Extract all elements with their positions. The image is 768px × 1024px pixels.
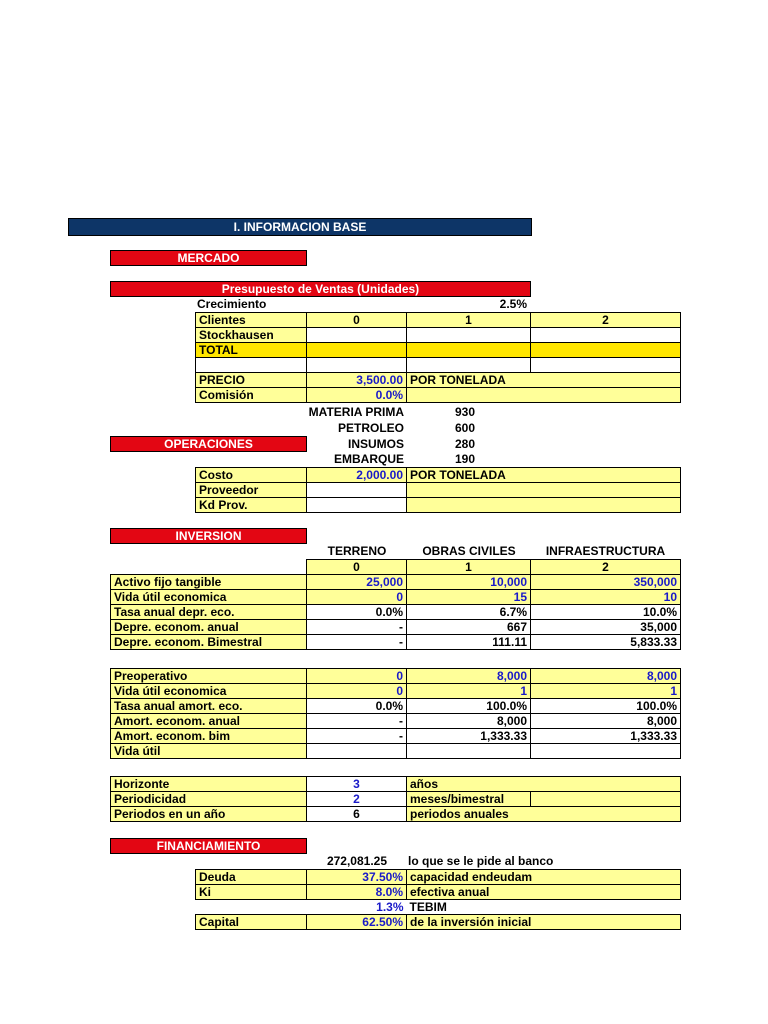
table-row xyxy=(196,373,681,388)
table-row xyxy=(111,729,681,744)
period-header: 2 xyxy=(531,560,681,575)
table-row xyxy=(196,358,681,373)
costo-unit: POR TONELADA xyxy=(407,468,681,483)
periodicidad-unit: meses/bimestral xyxy=(407,792,531,807)
deuda-value[interactable]: 37.50% xyxy=(307,870,407,885)
table-cell: 5,833.33 xyxy=(531,635,681,650)
table-row xyxy=(111,669,681,684)
table-cell: 667 xyxy=(407,620,531,635)
table-row xyxy=(111,620,681,635)
table-cell[interactable] xyxy=(407,744,531,759)
table-cell[interactable] xyxy=(531,328,681,343)
table-cell[interactable] xyxy=(307,358,407,373)
row-label: Vida útil economica xyxy=(111,684,307,699)
operaciones-table xyxy=(195,467,681,513)
horizonte-value[interactable]: 3 xyxy=(307,777,407,792)
table-row xyxy=(111,684,681,699)
table-row xyxy=(196,468,681,483)
table-row xyxy=(196,388,681,403)
table-row xyxy=(111,777,681,792)
table-row xyxy=(196,870,681,885)
table-cell: - xyxy=(307,635,407,650)
row-label: Amort. econom. bim xyxy=(111,729,307,744)
capital-value[interactable]: 62.50% xyxy=(307,915,407,930)
table-cell[interactable] xyxy=(307,343,407,358)
row-label: Periodicidad xyxy=(111,792,307,807)
table-cell[interactable]: 10,000 xyxy=(407,575,531,590)
table-cell: 35,000 xyxy=(531,620,681,635)
row-label: TOTAL xyxy=(196,343,307,358)
table-cell xyxy=(196,900,307,915)
inversion-header: INVERSION xyxy=(110,528,307,544)
precio-unit: POR TONELADA xyxy=(407,373,681,388)
table-row xyxy=(196,328,681,343)
capital-note: de la inversión inicial xyxy=(407,915,681,930)
row-label: Vida útil economica xyxy=(111,590,307,605)
column-header-terreno: TERRENO xyxy=(327,544,387,558)
financiamiento-note: lo que se le pide al banco xyxy=(408,854,554,868)
row-label: PRECIO xyxy=(196,373,307,388)
table-cell: 8,000 xyxy=(531,714,681,729)
table-cell: 1,333.33 xyxy=(531,729,681,744)
row-label: Horizonte xyxy=(111,777,307,792)
table-cell[interactable] xyxy=(307,498,407,513)
crecimiento-value[interactable]: 2.5% xyxy=(499,297,527,311)
table-cell[interactable] xyxy=(196,358,307,373)
table-row xyxy=(111,807,681,822)
crecimiento-label: Crecimiento xyxy=(197,297,267,311)
table-cell[interactable] xyxy=(307,744,407,759)
row-label: Proveedor xyxy=(196,483,307,498)
insumo-value[interactable]: 930 xyxy=(455,405,476,419)
table-cell: 0.0% xyxy=(307,605,407,620)
table-row xyxy=(196,885,681,900)
row-label: Depre. econom. anual xyxy=(111,620,307,635)
period-header: 2 xyxy=(531,313,681,328)
insumo-label: MATERIA PRIMA xyxy=(308,405,404,419)
table-cell: 100.0% xyxy=(407,699,531,714)
table-cell[interactable]: 8,000 xyxy=(531,669,681,684)
table-cell xyxy=(407,483,681,498)
table-cell: - xyxy=(307,620,407,635)
table-row xyxy=(111,792,681,807)
row-label: Vida útil xyxy=(111,744,307,759)
table-row xyxy=(196,343,681,358)
financiamiento-amount: 272,081.25 xyxy=(326,854,387,868)
table-cell: - xyxy=(307,729,407,744)
table-cell[interactable] xyxy=(307,328,407,343)
table-cell: 111.11 xyxy=(407,635,531,650)
table-row xyxy=(111,575,681,590)
tangible-table xyxy=(110,559,681,650)
row-label: Preoperativo xyxy=(111,669,307,684)
table-cell: 0.0% xyxy=(307,699,407,714)
periodicidad-value[interactable]: 2 xyxy=(307,792,407,807)
insumo-value[interactable]: 600 xyxy=(455,421,476,435)
period-header: 1 xyxy=(407,313,531,328)
financiamiento-table xyxy=(195,869,681,930)
table-cell[interactable] xyxy=(407,328,531,343)
table-cell[interactable] xyxy=(407,343,531,358)
table-cell[interactable]: 8,000 xyxy=(407,669,531,684)
row-label: Capital xyxy=(196,915,307,930)
row-label: Depre. econom. Bimestral xyxy=(111,635,307,650)
row-label: Ki xyxy=(196,885,307,900)
table-cell[interactable]: 1 xyxy=(531,684,681,699)
comision-value[interactable]: 0.0% xyxy=(307,388,407,403)
table-cell xyxy=(531,792,681,807)
table-cell[interactable] xyxy=(531,358,681,373)
period-header: 1 xyxy=(407,560,531,575)
table-cell[interactable]: 1 xyxy=(407,684,531,699)
table-row xyxy=(111,714,681,729)
table-row xyxy=(196,483,681,498)
table-cell: 10.0% xyxy=(531,605,681,620)
table-cell: 100.0% xyxy=(531,699,681,714)
table-cell[interactable]: 0 xyxy=(307,684,407,699)
operaciones-header: OPERACIONES xyxy=(110,436,307,452)
ki-note: efectiva anual xyxy=(407,885,681,900)
table-row xyxy=(196,313,681,328)
row-label: Periodos en un año xyxy=(111,807,307,822)
preoperativo-table xyxy=(110,668,681,759)
presupuesto-header: Presupuesto de Ventas (Unidades) xyxy=(110,281,531,297)
insumo-label: INSUMOS xyxy=(347,437,404,451)
row-label: Stockhausen xyxy=(196,328,307,343)
table-cell[interactable]: 10 xyxy=(531,590,681,605)
period-header: 0 xyxy=(307,313,407,328)
table-row xyxy=(196,915,681,930)
table-row xyxy=(111,590,681,605)
horizonte-unit: años xyxy=(407,777,681,792)
table-cell xyxy=(407,498,681,513)
costo-value[interactable]: 2,000.00 xyxy=(307,468,407,483)
table-cell[interactable]: 15 xyxy=(407,590,531,605)
table-cell: 8,000 xyxy=(407,714,531,729)
column-header-infra: INFRAESTRUCTURA xyxy=(545,544,666,558)
table-cell xyxy=(111,560,307,575)
deuda-note: capacidad endeudam xyxy=(407,870,681,885)
table-row xyxy=(111,605,681,620)
periodos-unit: periodos anuales xyxy=(407,807,681,822)
insumo-label: EMBARQUE xyxy=(333,452,404,466)
table-cell[interactable]: 0 xyxy=(307,669,407,684)
table-cell[interactable] xyxy=(531,744,681,759)
table-row xyxy=(196,900,681,915)
row-label: Costo xyxy=(196,468,307,483)
row-label: Tasa anual amort. eco. xyxy=(111,699,307,714)
table-cell xyxy=(407,388,681,403)
table-cell[interactable]: 350,000 xyxy=(531,575,681,590)
table-cell: 6.7% xyxy=(407,605,531,620)
mercado-header: MERCADO xyxy=(110,250,307,266)
table-cell[interactable]: 25,000 xyxy=(307,575,407,590)
table-row xyxy=(111,699,681,714)
horizonte-table xyxy=(110,776,681,822)
insumo-value[interactable]: 190 xyxy=(455,452,476,466)
section-title: I. INFORMACION BASE xyxy=(68,218,532,236)
tebim-value: 1.3% xyxy=(376,900,404,914)
tebim-label: TEBIM xyxy=(409,900,447,914)
financiamiento-header: FINANCIAMIENTO xyxy=(110,838,307,854)
row-label: Deuda xyxy=(196,870,307,885)
table-cell[interactable] xyxy=(531,343,681,358)
table-cell: 1,333.33 xyxy=(407,729,531,744)
ventas-table xyxy=(195,312,681,403)
precio-value[interactable]: 3,500.00 xyxy=(307,373,407,388)
ki-value[interactable]: 8.0% xyxy=(307,885,407,900)
table-row xyxy=(196,498,681,513)
insumo-value[interactable]: 280 xyxy=(455,437,476,451)
table-row xyxy=(111,635,681,650)
row-label: Kd Prov. xyxy=(196,498,307,513)
table-row xyxy=(111,560,681,575)
row-label: Amort. econom. anual xyxy=(111,714,307,729)
row-label: Comisión xyxy=(196,388,307,403)
table-cell[interactable] xyxy=(407,358,531,373)
row-label: Tasa anual depr. eco. xyxy=(111,605,307,620)
row-label: Clientes xyxy=(196,313,307,328)
column-header-obras: OBRAS CIVILES xyxy=(422,544,516,558)
row-label: Activo fijo tangible xyxy=(111,575,307,590)
table-cell[interactable]: 0 xyxy=(307,590,407,605)
insumo-label: PETROLEO xyxy=(337,421,404,435)
periodos-value: 6 xyxy=(307,807,407,822)
table-row xyxy=(111,744,681,759)
table-cell: - xyxy=(307,714,407,729)
period-header: 0 xyxy=(307,560,407,575)
table-cell[interactable] xyxy=(307,483,407,498)
